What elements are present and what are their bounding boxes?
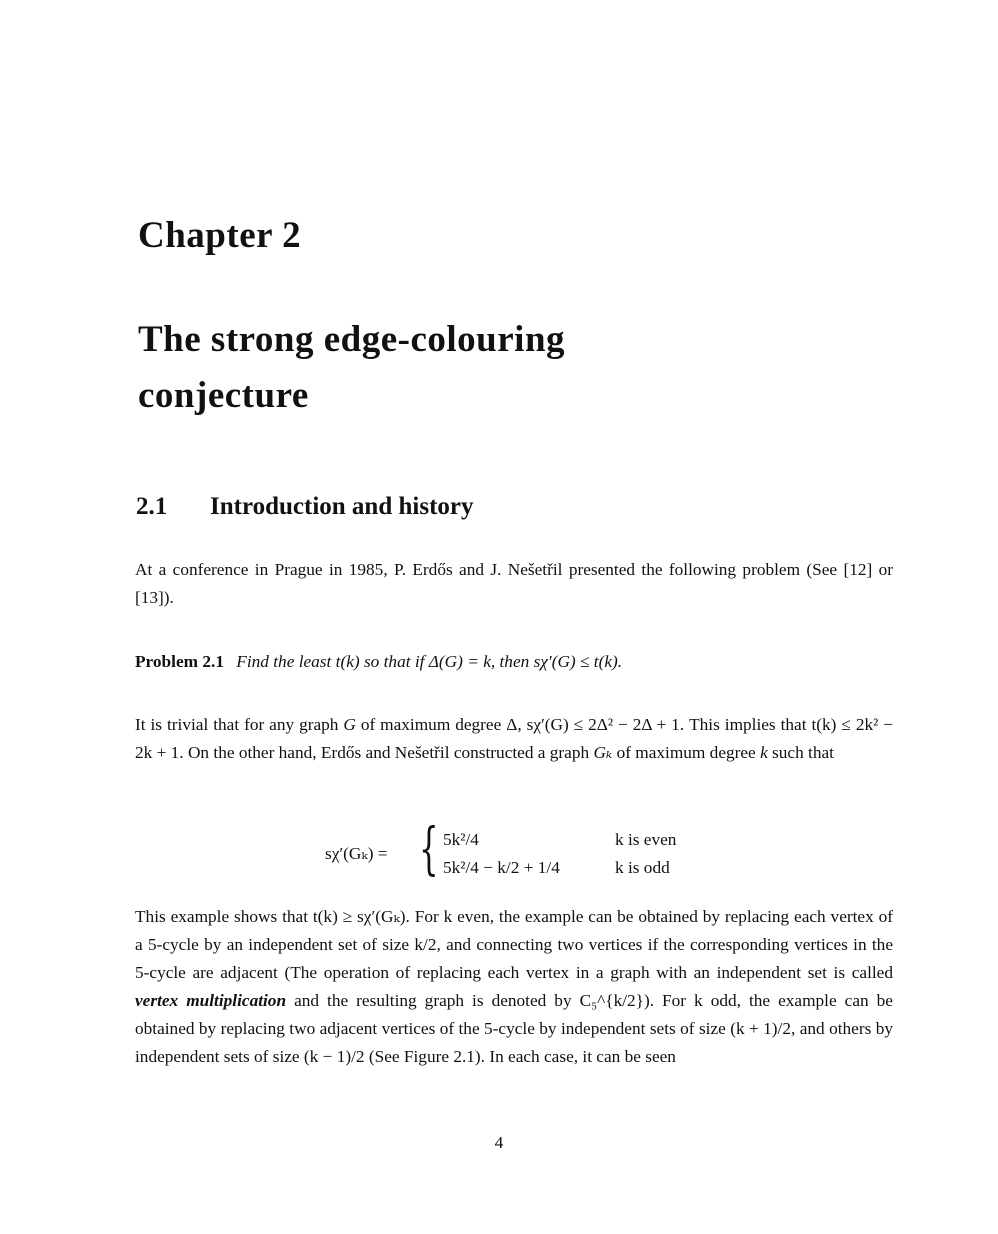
paragraph-bounds-text-a: It is trivial that for any graph xyxy=(135,715,344,734)
page-number: 4 xyxy=(494,1133,504,1152)
case-2-condition: k is odd xyxy=(615,858,670,877)
paragraph-bounds-text-b: of maximum degree Δ, sχ′(G) ≤ 2Δ² − 2Δ + 1. This implies that t(k) ≤ 2k² − 2k + 1. On the other hand, Erdős and Nešetřil constructed a graph xyxy=(135,715,893,762)
problem-label: Problem 2.1 xyxy=(135,652,224,671)
var-k: k xyxy=(760,743,768,762)
chapter-title-line-1: The strong edge-colouring xyxy=(138,319,566,360)
case-1-condition: k is even xyxy=(615,830,677,849)
section-number: 2.1 xyxy=(136,493,168,520)
paragraph-intro: At a conference in Prague in 1985, P. Erdős and J. Nešetřil presented the following problem (See [12] or [13]). xyxy=(135,560,893,607)
paragraph-construction-text-a: This example shows that t(k) ≥ sχ′(Gₖ). For k even, the example can be obtained by replacing each vertex of a 5-cycle by an independent set of size k/2, and connecting two vertices if the corresponding vertices in the 5-cycle are adjacent (The operation of replacing each vertex in a graph with an independent set is called xyxy=(135,907,893,982)
paragraph-construction-text-b: and the resulting graph is denoted by C₅^{k/2}). For k odd, the example can be obtained by replacing two adjacent vertices of the 5-cycle by independent sets of size (k + 1)/2, and others by independent sets of size (k − 1)/2 (See Figure 2.1). In each case, it can be seen xyxy=(135,991,893,1066)
paragraph-bounds xyxy=(135,711,893,767)
section-title: Introduction and history xyxy=(210,493,474,520)
problem-text: Find the least t(k) so that if Δ(G) = k, then sχ′(G) ≤ t(k). xyxy=(236,652,623,671)
vertex-multiplication-term: vertex multiplication xyxy=(135,991,287,1010)
paragraph-bounds-text-c: of maximum degree xyxy=(612,743,761,762)
var-G: G xyxy=(343,715,356,734)
display-equation xyxy=(325,817,745,888)
paragraph-construction xyxy=(135,903,893,1071)
left-brace: { xyxy=(419,817,439,882)
chapter-title xyxy=(138,312,838,424)
equation-lhs: sχ′(Gₖ) = xyxy=(325,844,388,863)
section-heading xyxy=(136,493,474,521)
chapter-label: Chapter 2 xyxy=(138,215,302,256)
case-1-expression: 5k²/4 xyxy=(443,830,479,849)
chapter-title-line-2: conjecture xyxy=(138,375,309,416)
case-2-expression: 5k²/4 − k/2 + 1/4 xyxy=(443,858,560,877)
paragraph-bounds-text-d: such that xyxy=(767,743,834,762)
problem-statement xyxy=(135,648,622,676)
var-Gk: Gₖ xyxy=(593,743,613,762)
